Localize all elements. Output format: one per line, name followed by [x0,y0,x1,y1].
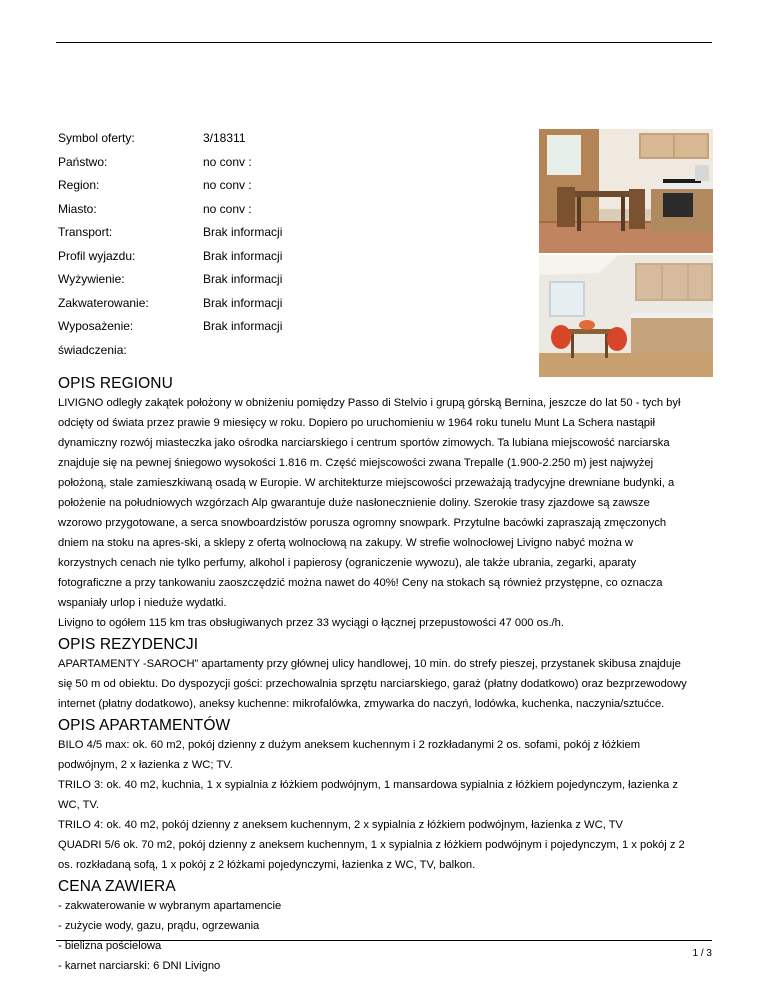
apartments-description: BILO 4/5 max: ok. 60 m2, pokój dzienny z dużym aneksem kuchennym i 2 rozkładanymi 2 os. sofami, pokój z łóżkiem podwójnym, 2 x łazienka z WC; TV. TRILO 3: ok. 40 m2, kuchnia, 1 x sypialnia z łóżkiem podwójnym, 1 mansardowa sypialnia z łóżkiem pojedynczym, łazienka z WC, TV. TRILO 4: ok. 40 m2, pokój dzienny z aneksem kuchennym, 2 x sypialnia z łóżkiem podwójnym, łazienka z WC, TV QUADRI 5/6 ok. 70 m2, pokój dzienny z aneksem kuchennym, 1 x sypialnia z łóżkiem podwójnym i pojedynczym, 1 x pokój z 2 os. rozkładaną sofą, 1 x pokój z 2 łóżkami pojedynczymi, łazienka z WC, TV, balkon. [58,739,685,871]
info-row-region [58,175,528,199]
info-label: Transport: [58,225,113,239]
region-heading: OPIS REGIONU [58,375,173,392]
info-value: Brak informacji [203,295,283,310]
apartment-photo-living-room [539,255,713,377]
info-label: świadczenia: [58,342,127,357]
info-row-accommodation [58,293,528,317]
top-rule [56,42,712,43]
info-label: Symbol oferty: [58,131,135,145]
info-row-transport [58,222,528,246]
offer-info-table [58,128,528,363]
info-label: Miasto: [58,201,97,216]
info-value: no conv : [203,201,252,216]
info-label: Profil wyjazdu: [58,248,136,263]
price-includes-list [58,896,714,976]
info-label: Państwo: [58,154,108,169]
info-value: 3/18311 [203,131,246,145]
info-row-board [58,269,528,293]
info-row-equipment [58,316,528,340]
info-value: Brak informacji [203,248,283,263]
bottom-rule [56,940,712,941]
residence-description: APARTAMENTY -SAROCH” apartamenty przy głównej ulicy handlowej, 10 min. do strefy pieszej, przystanek skibusa znajduje się 50 m od obiektu. Do dyspozycji gości: przechowalnia sprzętu narciarskiego, garaż (płatny dodatkowo) oraz bezprzewodowy internet (płatny dodatkowo), aneksy kuchenne: mikrofalówka, zmywarka do naczyń, lodówka, kuchenka, naczynia/sztućce. [58,658,687,710]
apartments-heading: OPIS APARTAMENTÓW [58,717,231,734]
info-value: no conv : [203,178,252,192]
info-label: Wyżywienie: [58,272,125,286]
info-value: Brak informacji [203,225,283,239]
residence-heading: OPIS REZYDENCJI [58,636,199,653]
info-row-symbol [58,128,528,152]
price-includes-heading: CENA ZAWIERA [58,878,176,895]
list-item: - karnet narciarski: 6 DNI Livigno [58,960,221,972]
list-item: - zakwaterowanie w wybranym apartamencie [58,900,282,912]
info-value: Brak informacji [203,319,283,333]
region-description: LIVIGNO odległy zakątek położony w obniżeniu pomiędzy Passo di Stelvio i grupą górską Bernina, jeszcze do lat 50 - tych był odcięty od świata przez prawie 9 miesięcy w roku. Dopiero po uruchomieniu w 1964 roku tunelu Munt La Schera nastąpił dynamiczny rozwój miasteczka jako ośrodka narciarskiego i centrum sportów zimowych. Ta lubiana miejscowość narciarska znajduje się na pewnej śniegowo wysokości 1.816 m. Część miejscowości zwana Trepalle (1.900-2.250 m) jest najwyżej położoną, stale zamieszkiwaną osadą w Europie. W architekturze miejscowości przeważają tradycyjne drewniane budynki, a położenie na południowych wzgórzach Alp gwarantuje duże nasłonecznienie doliny. Szerokie trasy zjazdowe są zawsze wzorowo przygotowane, a serca snowboardzistów porusza ogromny snowpark. Przytulne bacówki zapraszają zmęczonych dniem na stoku na apres-ski, a sklepy z ofertą wolnocłową na zakupy. W strefie wolnocłowej Livigno nabyć można w korzystnych cenach nie tylko perfumy, alkohol i papierosy (ograniczenie wywozu), ale także ubrania, zegarki, aparaty fotograficzne a przy tankowaniu zaoszczędzić można nawet do 40%! Ceny na stokach są również przystępne, co oznacza wspaniały urlop i nieduże wydatki. Livigno to ogółem 115 km tras obsługiwanych przez 33 wyciągi o łącznej przepustowości 47 000 os./h. [58,397,681,629]
info-value: Brak informacji [203,272,283,286]
info-row-services [58,340,528,364]
info-row-city [58,199,528,223]
info-row-country [58,152,528,176]
info-label: Zakwaterowanie: [58,295,149,310]
info-value: no conv : [203,154,252,169]
info-label: Region: [58,178,100,192]
list-item: - zużycie wody, gazu, prądu, ogrzewania [58,920,260,932]
info-label: Wyposażenie: [58,319,134,333]
info-row-profile [58,246,528,270]
page-number: 1 / 3 [692,948,712,959]
apartment-photo-kitchen [539,129,713,253]
offer-description [58,374,714,976]
list-item: - bielizna pościelowa [58,940,162,952]
